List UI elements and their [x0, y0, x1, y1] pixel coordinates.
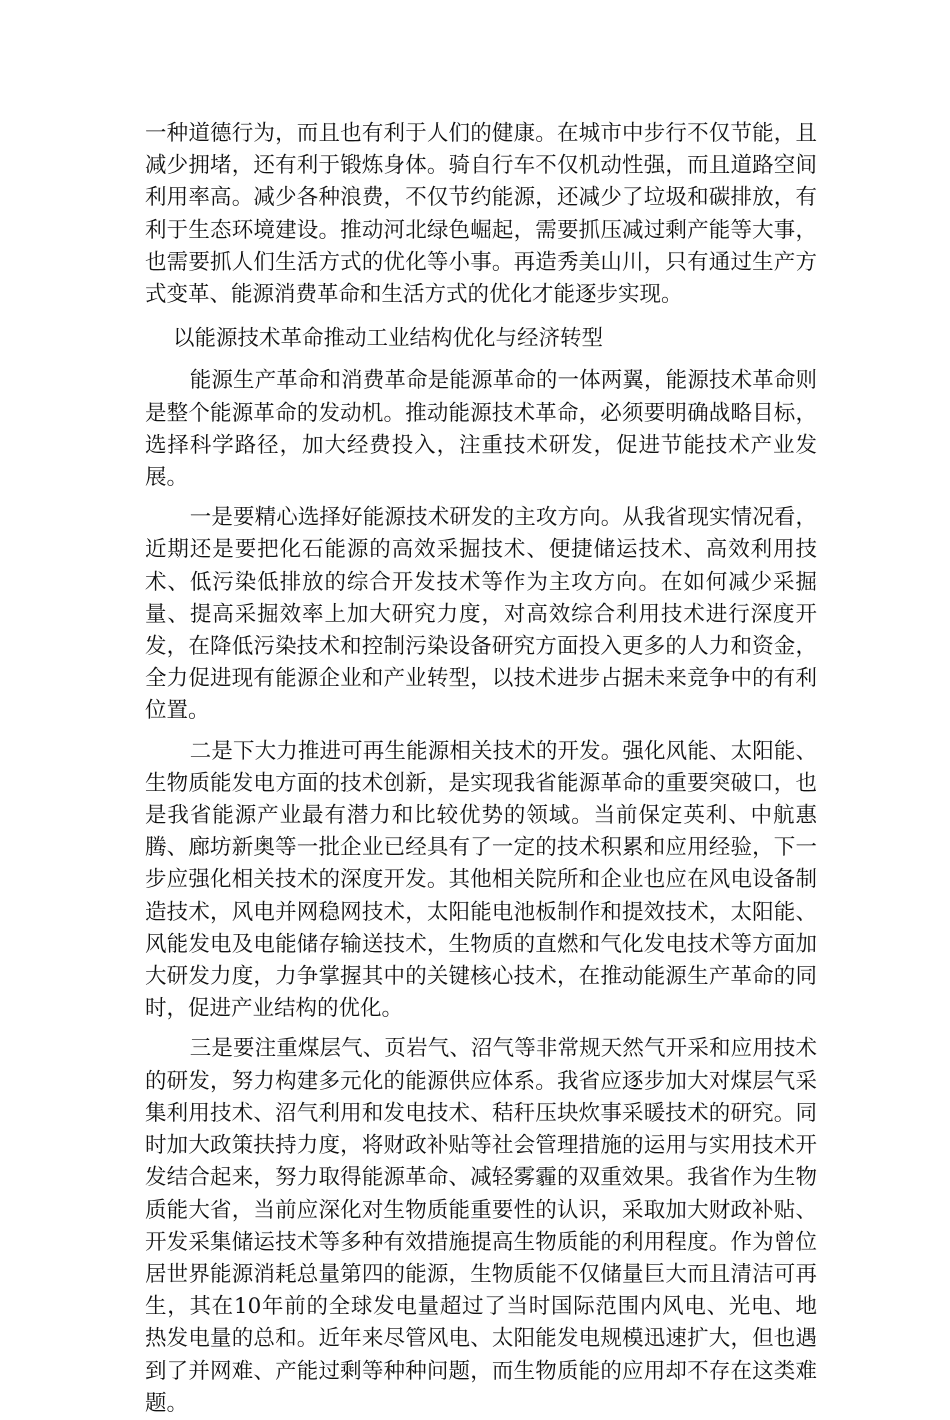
paragraph-point-two: 二是下大力推进可再生能源相关技术的开发。强化风能、太阳能、生物质能发电方面的技术创新，是实现我省能源革命的重要突破口，也是我省能源产业最有潜力和比较优势的领域。当前保定英利、中航惠腾、廊坊新奥等一批企业已经具有了一定的技术积累和应用经验，下一步应强化相关技术的深度开发。其他相关院所和企业也应在风电设备制造技术，风电并网稳网技术，太阳能电池板制作和提效技术，太阳能、风能发电及电能储存输送技术，生物质的直燃和气化发电技术等方面加大研发力度，力争掌握其中的关键核心技术，在推动能源生产革命的同时，促进产业结构的优化。	[145, 738, 817, 1022]
section-heading: 以能源技术革命推动工业结构优化与经济转型	[172, 326, 603, 352]
paragraph-intro: 能源生产革命和消费革命是能源革命的一体两翼，能源技术革命则是整个能源革命的发动机。推动能源技术革命，必须要明确战略目标，选择科学路径，加大经费投入，注重技术研发，促进节能技术产业发展。	[145, 368, 817, 491]
paragraph-point-three: 三是要注重煤层气、页岩气、沼气等非常规天然气开采和应用技术的研发，努力构建多元化的能源供应体系。我省应逐步加大对煤层气采集利用技术、沼气利用和发电技术、秸秆压块炊事采暖技术的研究。同时加大政策扶持力度，将财政补贴等社会管理措施的运用与实用技术开发结合起来，努力取得能源革命、减轻雾霾的双重效果。我省作为生物质能大省，当前应深化对生物质能重要性的认识，采取加大财政补贴、开发采集储运技术等多种有效措施提高生物质能的利用程度。作为曾位居世界能源消耗总量第四的能源，生物质能不仅储量巨大而且清洁可再生，其在10年前的全球发电量超过了当时国际范围内风电、光电、地热发电量的总和。近年来尽管风电、太阳能发电规模迅速扩大，但也遇到了并网难、产能过剩等种种问题，而生物质能的应用却不存在这类难题。	[145, 1036, 817, 1416]
document-body	[145, 118, 817, 1420]
paragraph-continued: 一种道德行为，而且也有利于人们的健康。在城市中步行不仅节能，且减少拥堵，还有利于锻炼身体。骑自行车不仅机动性强，而且道路空间利用率高。减少各种浪费，不仅节约能源，还减少了垃圾和碳排放，有利于生态环境建设。推动河北绿色崛起，需要抓压减过剩产能等大事，也需要抓人们生活方式的优化等小事。再造秀美山川，只有通过生产方式变革、能源消费革命和生活方式的优化才能逐步实现。	[145, 121, 817, 308]
paragraph-point-one: 一是要精心选择好能源技术研发的主攻方向。从我省现实情况看，近期还是要把化石能源的高效采掘技术、便捷储运技术、高效利用技术、低污染低排放的综合开发技术等作为主攻方向。在如何减少采掘量、提高采掘效率上加大研究力度，对高效综合利用技术进行深度开发，在降低污染技术和控制污染设备研究方面投入更多的人力和资金，全力促进现有能源企业和产业转型，以技术进步占据未来竞争中的有利位置。	[145, 505, 817, 724]
